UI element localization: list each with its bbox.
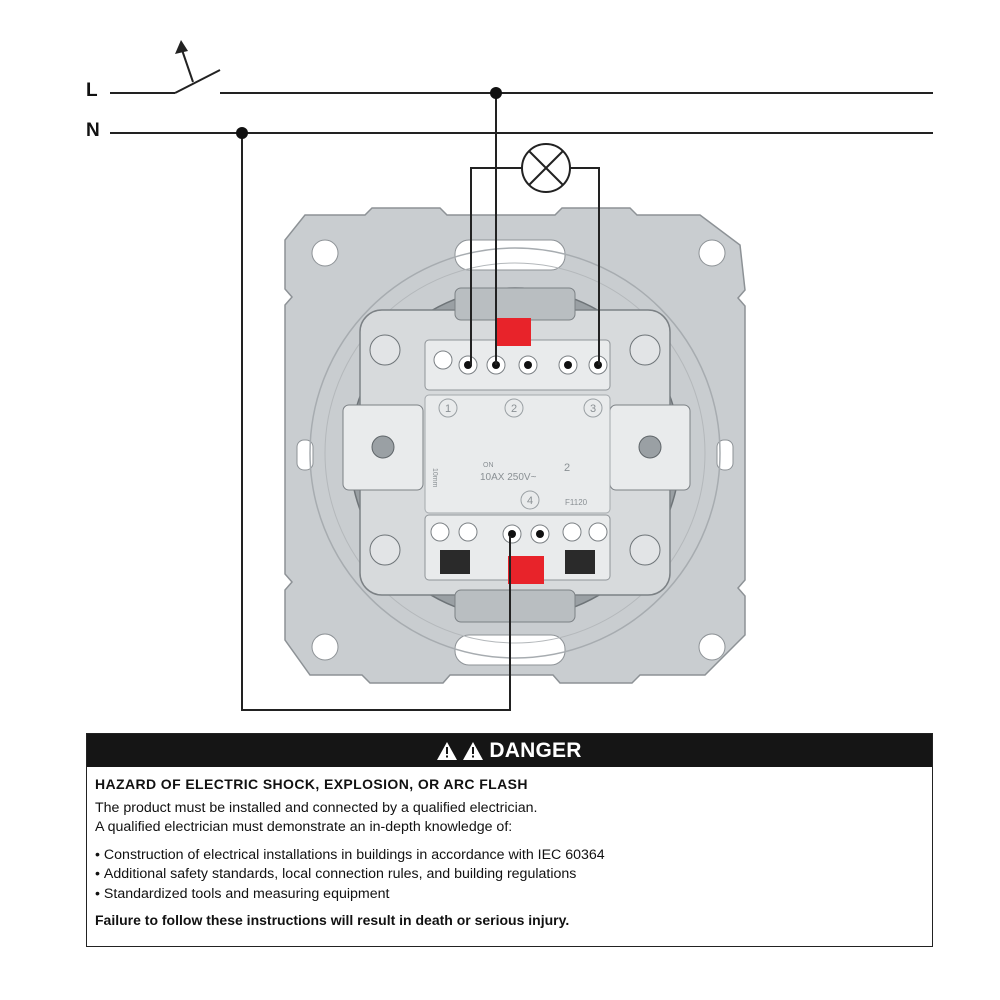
hazard-title: HAZARD OF ELECTRIC SHOCK, EXPLOSION, OR ARC FLASH [95, 776, 528, 792]
warning-triangle-icon [463, 742, 483, 760]
terminal-number-1: 2 [510, 403, 518, 415]
code-text: F1120 [565, 498, 588, 507]
terminal-number-3: 4 [526, 495, 534, 507]
danger-header [87, 734, 932, 767]
switch-lever [175, 70, 220, 93]
release-tab-top [495, 318, 531, 346]
rating-text: 10AX 250V~ [480, 472, 537, 483]
neutral-label: N [86, 120, 100, 141]
list-item: • Standardized tools and measuring equipment [95, 885, 924, 905]
intro-line-2: A qualified electrician must demonstrate an in-depth knowledge of: [95, 819, 513, 835]
release-tab-bottom [508, 556, 544, 584]
warning-statement: Failure to follow these instructions will result in death or serious injury. [95, 912, 570, 928]
strip-length-text: 10mm [431, 468, 438, 488]
lamp-icon [522, 144, 570, 192]
warning-triangle-icon [437, 742, 457, 760]
list-item: • Additional safety standards, local connection rules, and building regulations [95, 865, 924, 885]
intro-line-1: The product must be installed and connected by a qualified electrician. [95, 799, 538, 816]
list-item: • Construction of electrical installations in buildings in accordance with IEC 60364 [95, 846, 924, 866]
live-label: L [86, 80, 98, 101]
danger-header-text: DANGER [489, 738, 582, 762]
on-text: ON [483, 462, 494, 469]
qualification-list [95, 846, 924, 905]
terminal-number-2: 1 [444, 403, 452, 415]
neutral-junction-dot [236, 127, 248, 139]
terminal-number-4: 3 [589, 403, 597, 415]
danger-notice [86, 733, 933, 947]
switch-arrow-head [175, 40, 188, 54]
live-junction-dot [490, 87, 502, 99]
terminal-number-2b: 2 [563, 462, 571, 474]
switch-arrow-shaft [181, 47, 193, 82]
switch-mechanism [343, 288, 690, 622]
